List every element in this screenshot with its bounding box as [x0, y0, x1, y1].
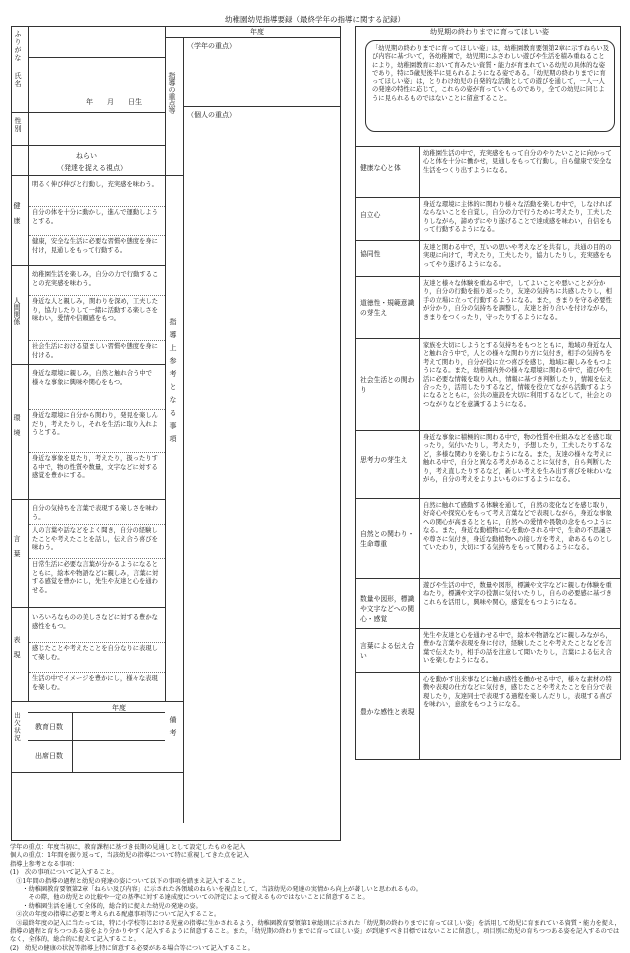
sex-label: 性別 [14, 117, 22, 133]
note-line: 学年の重点：年度当初に，教育課程に基づき長期の見通しとして設定したものを記入 [10, 844, 246, 851]
note-line: ③最終年度の記入に当たっては，特に小学校等における児童の指導に生かされるよう，幼稚園教育要領第1章総則に示された「幼児期の終わりまでに育ってほしい姿」を活用して幼児に育まれている資質・能力を捉え，指導の過程と育ちつつある姿をより分かりやすく記入するように留意すること。また，「幼児期の終わりまでに育ってほしい姿」が到達すべき目標ではないことに留意し，項目別に幼児の育ちつつある姿を記入するのではなく，全体的，総合的に捉えて記入すること。 [10, 919, 621, 944]
sugata-text: 先生や友達と心を通わせる中で，絵本や物語などに親しみながら，豊かな言葉や表現を身に付け，経験したことや考えたことなどを言葉で伝えたり，相手の話を注意して聞いたりし，言葉による伝え合いを楽しむようになる。 [423, 632, 612, 665]
nerai-item: 健康，安全な生活に必要な習慣や態度を身に付け，見通しをもって行動する。 [32, 238, 158, 254]
sugata-text: 友達と様々な体験を重ねる中で，してよいことや悪いことが分かり，自分の行動を振り返ったり，友達の気持ちに共感したりし，相手の立場に立って行動するようになる。また，きまりを守る必要性が分かり，自分の気持ちを調整し，友達と折り合いを付けながら，きまりをつくったり，守ったりするようになる。 [423, 280, 612, 321]
nerai-item: 社会生活における望ましい習慣や態度を身に付ける。 [32, 343, 158, 359]
gakunen-juuten-label: （学年の重点） [187, 42, 236, 50]
nerai-item: 身近な環境に親しみ，自然と触れ合う中で様々な事象に興味や関心をもつ。 [32, 370, 153, 386]
nerai-item: 感じたことや考えたことを自分なりに表現して楽しむ。 [32, 645, 158, 661]
hattatsu-label: （発達を捉える視点） [57, 164, 127, 172]
note-line: (1) 次の事項について記入すること。 [10, 869, 118, 877]
note-line: ②次の年度の指導に必要と考えられる配慮事項等について記入すること。 [10, 911, 221, 919]
furigana-label: ふりがな [14, 30, 22, 62]
juuten-label: 指導の重点等 [168, 72, 176, 114]
sugata-label: 社会生活との関わり [360, 376, 415, 394]
nerai-item: 身近な人と親しみ，関わりを深め，工夫したり，協力したりして一緒に活動する楽しさを味わい，愛情や信頼感をもつ。 [32, 298, 159, 323]
year-header: 年度 [250, 28, 264, 36]
sugata-label: 数量や図形，標識や文字などへの関心・感覚 [360, 595, 415, 623]
sugata-text: 身近な事象に積極的に関わる中で，物の性質や仕組みなどを感じ取ったり，気付いたりし，考えたり，予想したり，工夫したりするなど，多様な関わりを楽しむようになる。また，友達の様々な考えに触れる中で，自分と異なる考えがあることに気付き，自ら判断したり，考え直したりするなど，新しい考えを生み出す喜びを味わいながら，自分の考えをよりよいものにするようになる。 [423, 434, 612, 484]
nerai-item: 日常生活に必要な言葉が分かるようになるとともに，絵本や物語などに親しみ，言葉に対する感覚を豊かにし，先生や友達と心を通わせる。 [32, 561, 159, 594]
nerai-item: 生活の中でイメージを豊かにし，様々な表現を楽しむ。 [32, 675, 158, 691]
note-line: 指導上参考となる事項： [10, 860, 79, 868]
nerai-item: 身近な環境に自分から関わり，発見を楽しんだり，考えたりし，それを生活に取り入れようとする。 [32, 412, 158, 437]
attendance-year: 年度 [112, 704, 126, 712]
area-label: 言葉 [13, 535, 21, 565]
sugata-label: 自然との関わり・生命尊重 [360, 530, 415, 548]
sugata-label: 協同性 [360, 250, 381, 258]
sugata-text: 身近な環境に主体的に関わり様々な活動を楽しむ中で，しなければならないことを自覚し，自分の力で行うために考えたり，工夫したりしながら，諦めずにやり遂げることで達成感を味わい，自信をもって行動するようになる。 [423, 201, 612, 234]
sugata-text: 心を動かす出来事などに触れ感性を働かせる中で，様々な素材の特徴や表現の仕方などに気付き，感じたことや考えたことを自分で表現したり，友達同士で表現する過程を楽しんだりし，表現する喜びを味わい，意欲をもつようになる。 [423, 676, 612, 709]
shusseki-nissu-label: 出席日数 [35, 752, 63, 760]
note-line: (2) 幼児の健康の状況等指導上特に留意する必要がある場合等について記入すること。 [10, 944, 254, 952]
page-title: 幼稚園幼児指導要録（最終学年の指導に関する記録） [225, 15, 405, 24]
note-line: ・幼稚園生活を通して全体的，総合的に捉えた幼児の発達の姿。 [10, 902, 202, 910]
nerai-item: 幼稚園生活を楽しみ，自分の力で行動することの充実感を味わう。 [32, 271, 159, 287]
kojin-juuten-label: （個人の重点） [187, 111, 236, 119]
nerai-item: 自分の体を十分に動かし，進んで運動しようとする。 [32, 209, 158, 225]
nerai-label: ねらい [76, 152, 97, 160]
note-line: ①1年間の指導の過程と幼児の発達の姿について以下の事項を踏まえ記入すること。 [10, 877, 249, 885]
sugata-text: 遊びや生活の中で，数量や図形，標識や文字などに親しむ体験を重ねたり，標識や文字の役割に気付いたりし，自らの必要感に基づきこれらを活用し，興味や関心，感覚をもつようになる。 [423, 582, 612, 606]
nerai-item: 明るく伸び伸びと行動し，充実感を味わう。 [32, 181, 158, 188]
sugata-text: 自然に触れて感動する体験を通して，自然の変化などを感じ取り，好奇心や探究心をもって考え言葉などで表現しながら，身近な事象への関心が高まるとともに，自然への愛情や畏敬の念をもつようになる。また，身近な動植物に心を動かされる中で，生命の不思議さや尊さに気付き，身近な動植物への接し方を考え，命あるものとしていたわり，大切にする気持ちをもって関わるようになる。 [423, 502, 613, 552]
name-label: 氏名 [14, 72, 22, 88]
sugata-label: 豊かな感性と表現 [360, 708, 415, 716]
sankou-label: 指導上参考となる事項 [169, 318, 177, 448]
sugata-text: 幼稚園生活の中で，充実感をもって自分のやりたいことに向かって心と体を十分に働かせ，見通しをもって行動し，自ら健康で安全な生活をつくり出すようになる。 [423, 150, 612, 174]
attendance-label: 出欠状況 [13, 712, 21, 742]
nerai-item: 身近な事象を見たり，考えたり，扱ったりする中で，物の性質や数量，文字などに対する感覚を豊かにする。 [32, 455, 158, 480]
nerai-item: いろいろなものの美しさなどに対する豊かな感性をもつ。 [32, 614, 158, 630]
sugata-label: 道徳性・規範意識の芽生え [360, 299, 415, 317]
note-line: その際，他の幼児との比較や一定の基準に対する達成度についての評定によって捉えるものではないことに留意すること。 [10, 894, 369, 902]
area-label: 環境 [13, 413, 21, 444]
nerai-item: 自分の気持ちを言葉で表現する楽しさを味わう。 [32, 505, 158, 521]
sugata-label: 自立心 [360, 210, 381, 219]
nerai-item: 人の言葉や話などをよく聞き，自分の経験したことや考えたことを話し，伝え合う喜びを味わう。 [32, 527, 158, 552]
birth-date: 年 月 日生 [86, 98, 142, 106]
area-label: 表現 [13, 636, 21, 666]
notes [10, 844, 622, 953]
intro-text: 「幼児期の終わりまでに育ってほしい姿」は，幼稚園教育要領第2章に示すねらい及び内容に基づいて，各幼稚園で，幼児期にふさわしい遊びや生活を積み重ねることにより，幼稚園教育において育みたい資質・能力が育まれている幼児の具体的な姿であり，特に5歳児後半に見られるようになる姿である。「幼児期の終わりまでに育ってほしい姿」は，とりわけ幼児の自発的な活動としての遊びを通して，一人一人の発達の特性に応じて，これらの姿が育っていくものであり，全ての幼児に同じように見られるものではないことに留意すること。 [372, 45, 609, 102]
sugata-label: 言葉による伝え合い [360, 642, 415, 660]
sugata-text: 友達と関わる中で，互いの思いや考えなどを共有し，共通の目的の実現に向けて，考えたり，工夫したり，協力したりし，充実感をもってやり遂げるようになる。 [423, 244, 612, 268]
area-label: 健康 [13, 202, 21, 232]
sugata-label: 思考力の芽生え [360, 456, 408, 464]
sugata-text: 家族を大切にしようとする気持ちをもつとともに，地域の身近な人と触れ合う中で，人との様々な関わり方に気付き，相手の気持ちを考えて関わり，自分が役に立つ喜びを感じ，地域に親しみをもつようになる。また，幼稚園内外の様々な環境に関わる中で，遊びや生活に必要な情報を取り入れ，情報に基づき判断したり，情報を伝え合ったり，活用したりするなど，情報を役立てながら活動するようになるとともに，公共の施設を大切に利用するなどして，社会とのつながりなどを意識するようになる。 [423, 342, 613, 408]
area-label: 人間関係 [13, 296, 21, 325]
bikou-label: 備考 [169, 716, 177, 742]
note-line: ・幼稚園教育要領第2章「ねらい及び内容」に示された各領域のねらいを視点として，当該幼児の発達の実情から向上が著しいと思われるもの。 [10, 886, 422, 894]
right-header: 幼児期の終わりまでに育ってほしい姿 [430, 28, 549, 36]
kyouiku-nissu-label: 教育日数 [35, 723, 63, 731]
sugata-label: 健康な心と体 [360, 163, 401, 172]
note-line: 個人の重点：1年間を振り返って，当該幼児の指導について特に重視してきた点を記入 [10, 852, 249, 860]
